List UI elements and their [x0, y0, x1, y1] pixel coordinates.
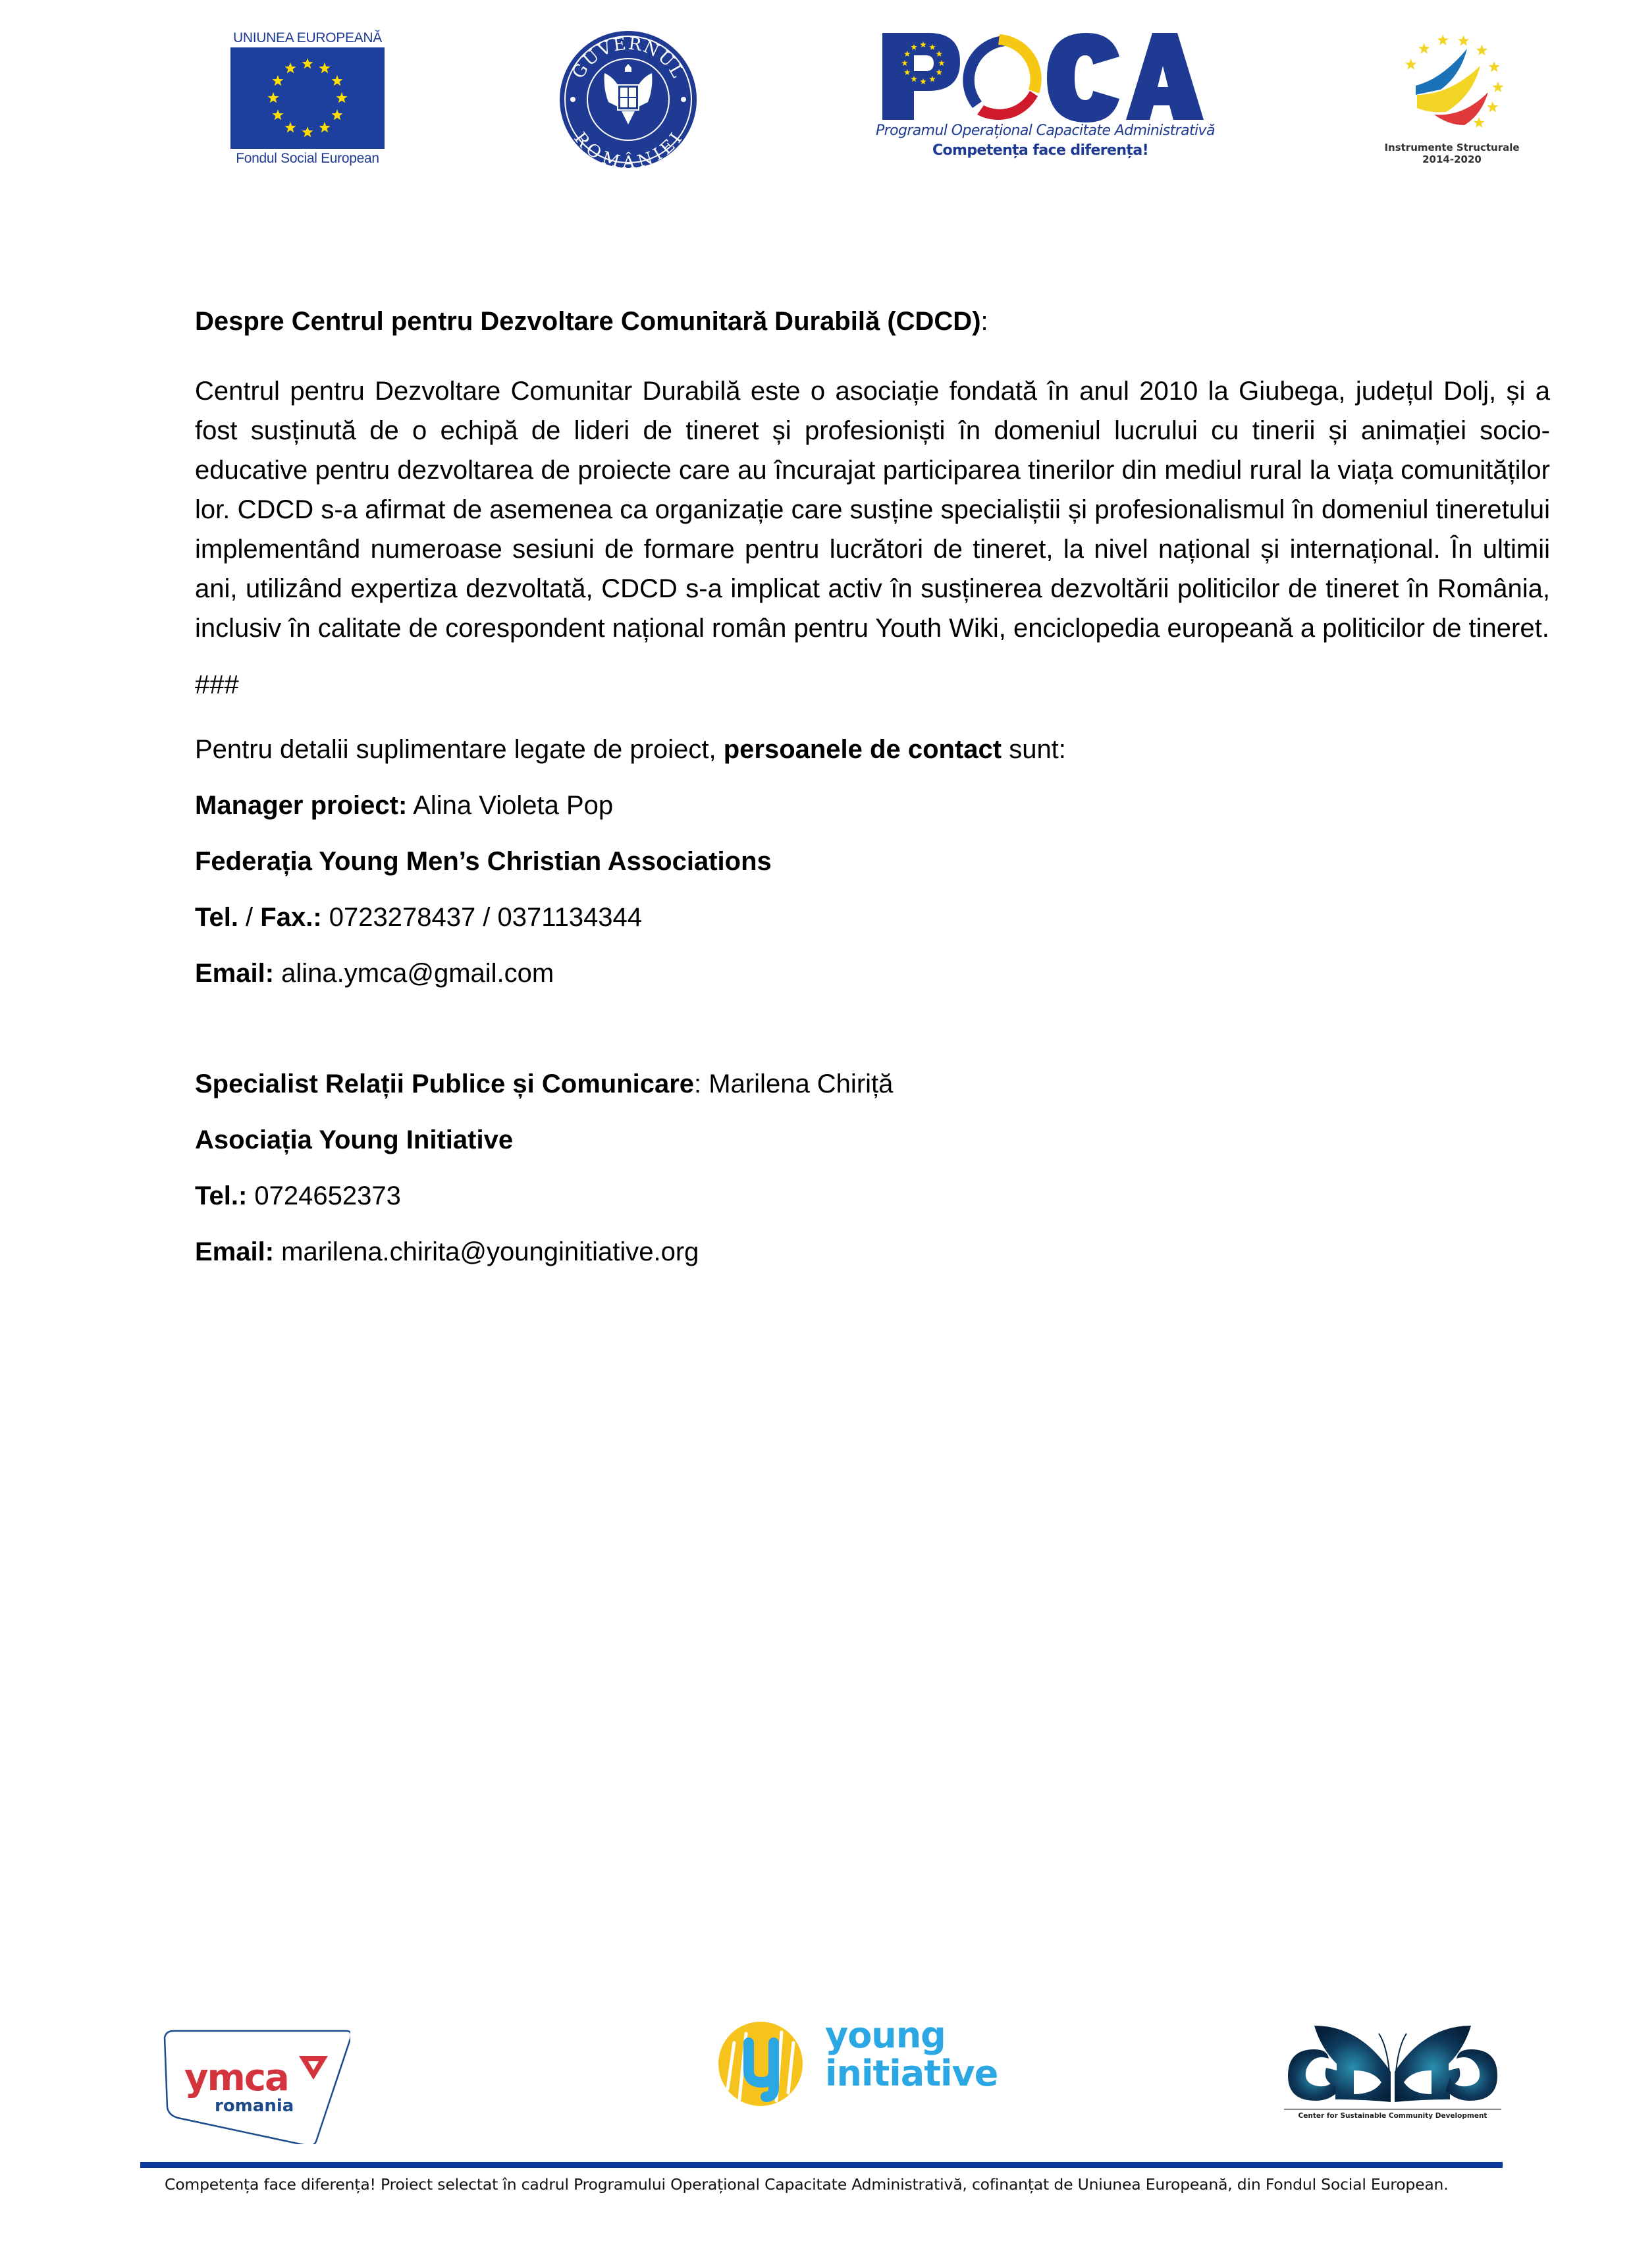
star-icon — [336, 92, 347, 103]
contact-1-organization-name: Federația Young Men’s Christian Associations — [195, 847, 772, 876]
contact-2-role-colon: : — [694, 1069, 702, 1098]
star-icon — [272, 75, 283, 86]
cdcd-butterfly-icon — [1284, 2016, 1501, 2107]
contact-1-phone-value: 0723278437 / 0371134344 — [321, 903, 643, 932]
section-heading-text: Despre Centrul pentru Dezvoltare Comunitară Durabilă (CDCD) — [195, 307, 981, 336]
young-initiative-line-1: young — [825, 2014, 946, 2056]
seal-bottom-text: ROMÂNIEI — [569, 128, 687, 169]
seal-top-text: GUVERNUL — [568, 34, 688, 82]
star-icon — [284, 122, 296, 132]
section-heading-colon: : — [980, 307, 988, 336]
star-icon — [284, 63, 296, 73]
ymca-romania-text: romania — [215, 2096, 294, 2116]
poca-slogan: Competența face diferența! — [932, 142, 1149, 159]
contact-2-organization — [195, 1120, 1550, 1160]
eu-logo — [229, 30, 386, 167]
contact-2-email-link[interactable]: marilena.chirita@younginitiative.org — [274, 1237, 699, 1266]
poca-tagline: Programul Operațional Capacitate Administrativă — [876, 122, 1215, 139]
star-icon — [331, 109, 342, 120]
star-icon — [1474, 117, 1485, 128]
contact-2-role-label: Specialist Relații Publice și Comunicare — [195, 1069, 695, 1098]
cdcd-description-paragraph: Centrul pentru Dezvoltare Comunitar Durabilă este o asociație fondată în anul 2010 la Giubega, județul Dolj, și a fost susținută de o echipă de lideri de tineret și profesioniști în domeniul lucrului cu tinerii și animației socio-educative pentru dezvoltarea de proiecte care au încurajat participarea tinerilor din mediul rural la viața comunităților lor. CDCD s-a afirmat de asemenea ca organizație care susține specialiștii și profesionalismul în domeniul tineretului implementând numeroase sesiuni de formare pentru lucrători de tineret, la nivel național și internațional. În ultimii ani, utilizând expertiza dezvoltată, CDCD s-a implicat activ în susținerea dezvoltării politicilor de tineret în România, inclusiv în calitate de corespondent național român pentru Youth Wiki, enciclopedia europeană a politicilor de tineret. — [195, 377, 1550, 643]
structural-instruments-emblem-icon — [1370, 26, 1534, 138]
contact-intro — [195, 730, 1550, 769]
structural-instruments-label-1: Instrumente Structurale — [1384, 142, 1520, 153]
contact-intro-bold: persoanele de contact — [723, 735, 1002, 764]
contact-1-fax-label: Fax.: — [260, 903, 322, 932]
ymca-romania-logo — [153, 2019, 350, 2144]
cdcd-logo — [1284, 2016, 1501, 2127]
star-icon — [319, 122, 330, 132]
contact-2-email-label: Email: — [195, 1237, 275, 1266]
star-icon — [331, 75, 342, 86]
star-icon — [1492, 82, 1503, 92]
star-icon — [1418, 43, 1430, 53]
section-heading — [195, 302, 1550, 341]
government-of-romania-logo — [558, 30, 698, 169]
footer-divider — [140, 2162, 1503, 2168]
star-icon — [1437, 34, 1449, 45]
young-initiative-emblem-icon — [708, 2016, 820, 2109]
star-icon — [1487, 101, 1498, 112]
eu-logo-bottom-label: Fondul Social European — [236, 151, 379, 166]
star-icon — [1458, 35, 1469, 45]
star-icon — [1489, 61, 1500, 72]
young-initiative-wordmark — [825, 2016, 998, 2093]
contact-1-name: Alina Violeta Pop — [407, 791, 614, 820]
contact-1-phone-sep: / — [238, 903, 261, 932]
contact-2-role — [195, 1064, 1550, 1104]
star-icon — [302, 58, 313, 68]
contact-1-email — [195, 954, 1550, 993]
young-initiative-logo — [708, 2014, 998, 2109]
star-icon — [272, 109, 283, 120]
cdcd-caption: Center for Sustainable Community Development — [1284, 2109, 1501, 2120]
star-icon — [1476, 45, 1487, 55]
contact-2-phone — [195, 1176, 1550, 1216]
eu-logo-top-label: UNIUNEA EUROPEANĂ — [233, 30, 382, 45]
document-body — [195, 302, 1550, 1272]
poca-logo — [876, 29, 1215, 167]
contact-1-phone — [195, 898, 1550, 937]
structural-instruments-logo — [1370, 26, 1534, 171]
young-initiative-line-2: initiative — [825, 2053, 998, 2094]
contact-1-organization — [195, 842, 1550, 881]
contact-1-email-label: Email: — [195, 959, 275, 988]
contact-intro-text: Pentru detalii suplimentare legate de proiect, — [195, 735, 724, 764]
structural-instruments-label-2: 2014-2020 — [1422, 153, 1482, 165]
ymca-wordmark: ymca — [184, 2057, 288, 2099]
contact-2-organization-name: Asociația Young Initiative — [195, 1125, 514, 1154]
star-icon — [1405, 59, 1416, 69]
contact-2-name: Marilena Chiriță — [701, 1069, 894, 1098]
contact-2-tel-label: Tel.: — [195, 1181, 248, 1210]
star-icon — [267, 92, 279, 103]
star-icon — [302, 126, 313, 137]
separator: ### — [195, 670, 239, 699]
footer-disclaimer: Competența face diferența! Proiect selectat în cadrul Programului Operațional Capacitate Administrativă, cofinanțat de Uniunea Europeană, din Fondul Social European. — [165, 2175, 1449, 2194]
eu-flag-icon — [230, 47, 385, 149]
contact-2-email — [195, 1232, 1550, 1272]
contact-1-email-link[interactable]: alina.ymca@gmail.com — [274, 959, 554, 988]
contact-1-role-label: Manager proiect: — [195, 791, 408, 820]
star-icon — [319, 63, 330, 73]
contact-intro-suffix: sunt: — [1002, 735, 1066, 764]
contact-1-role — [195, 786, 1550, 825]
contact-1-tel-label: Tel. — [195, 903, 238, 932]
contact-2-phone-value: 0724652373 — [247, 1181, 401, 1210]
